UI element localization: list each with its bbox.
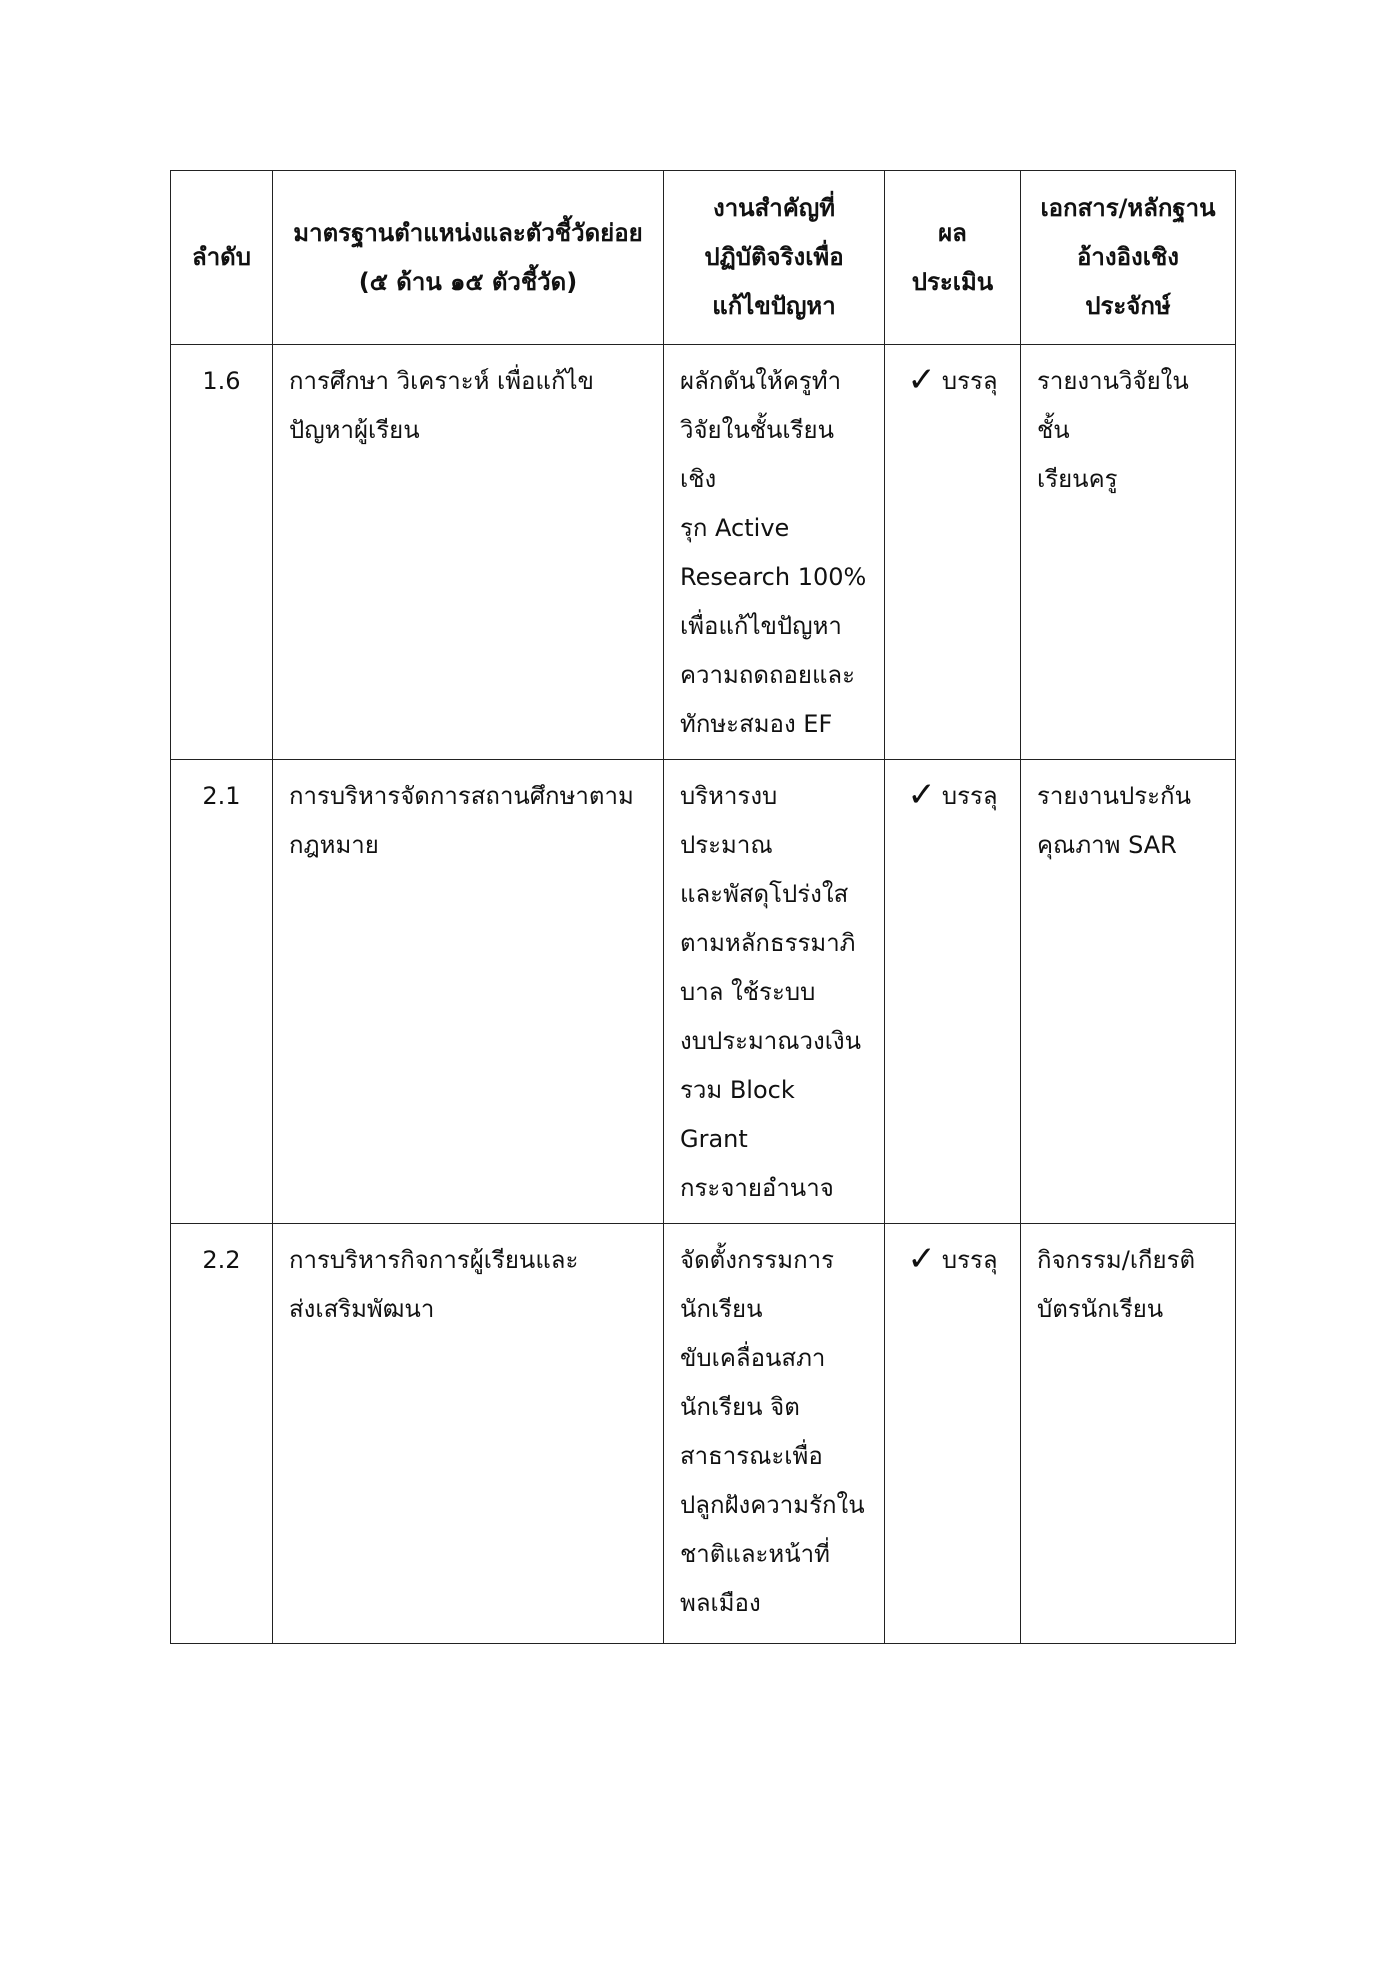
header-no: ลำดับ: [171, 171, 273, 345]
cell-task: บริหารงบประมาณ และพัสดุโปร่งใส ตามหลักธรรมาภิ บาล ใช้ระบบ งบประมาณวงเงิน รวม Block Grant กระจายอำนาจ: [664, 760, 885, 1224]
cell-evidence: รายงานประกัน คุณภาพ SAR: [1021, 760, 1236, 1224]
cell-standard: การบริหารจัดการสถานศึกษาตาม กฎหมาย: [273, 760, 664, 1224]
cell-task: จัดตั้งกรรมการ นักเรียน ขับเคลื่อนสภา นักเรียน จิต สาธารณะเพื่อ ปลูกฝังความรักใน ชาติและหน้าที่ พลเมือง: [664, 1224, 885, 1644]
cell-evidence: รายงานวิจัยในชั้น เรียนครู: [1021, 345, 1236, 760]
cell-no: 2.2: [171, 1224, 273, 1644]
table-row: [171, 1224, 1236, 1644]
header-standard: มาตรฐานตำแหน่งและตัวชี้วัดย่อย (๕ ด้าน ๑๕ ตัวชี้วัด): [273, 171, 664, 345]
cell-result: [885, 345, 1021, 760]
cell-result: [885, 1224, 1021, 1644]
standards-table: [170, 170, 1236, 1644]
header-task: งานสำคัญที่ ปฏิบัติจริงเพื่อ แก้ไขปัญหา: [664, 171, 885, 345]
header-result: ผล ประเมิน: [885, 171, 1021, 345]
table-row: [171, 345, 1236, 760]
cell-standard: การศึกษา วิเคราะห์ เพื่อแก้ไข ปัญหาผู้เรียน: [273, 345, 664, 760]
checkmark-icon: ✓: [907, 360, 936, 400]
table-row: [171, 760, 1236, 1224]
checkmark-icon: ✓: [907, 1239, 936, 1279]
result-text: บรรลุ: [941, 782, 998, 810]
cell-no: 2.1: [171, 760, 273, 1224]
cell-task: ผลักดันให้ครูทำ วิจัยในชั้นเรียนเชิง รุก Active Research 100% เพื่อแก้ไขปัญหา ความถดถอยและ ทักษะสมอง EF: [664, 345, 885, 760]
table-header-row: [171, 171, 1236, 345]
header-evidence: เอกสาร/หลักฐาน อ้างอิงเชิง ประจักษ์: [1021, 171, 1236, 345]
cell-evidence: กิจกรรม/เกียรติ บัตรนักเรียน: [1021, 1224, 1236, 1644]
cell-no: 1.6: [171, 345, 273, 760]
cell-result: [885, 760, 1021, 1224]
cell-standard: การบริหารกิจการผู้เรียนและ ส่งเสริมพัฒนา: [273, 1224, 664, 1644]
checkmark-icon: ✓: [907, 775, 936, 815]
result-text: บรรลุ: [941, 367, 998, 395]
result-text: บรรลุ: [941, 1246, 998, 1274]
